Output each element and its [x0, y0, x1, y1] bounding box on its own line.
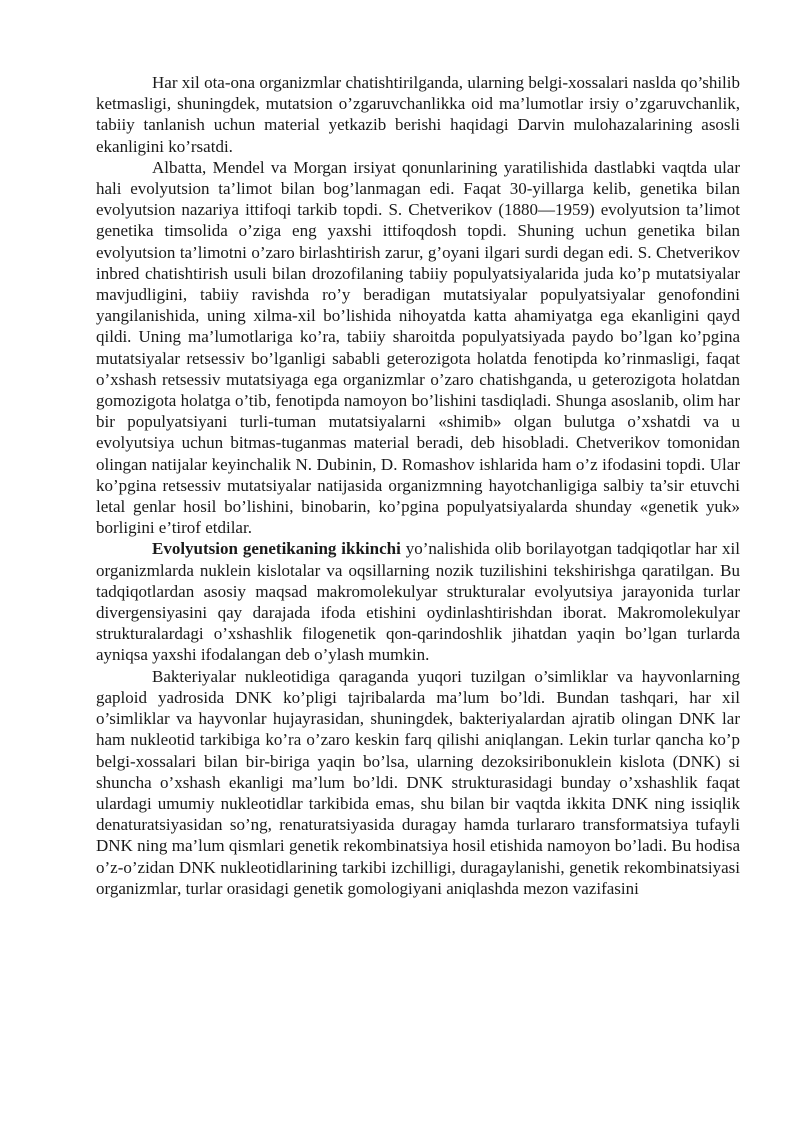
paragraph-text: yo’nalishida olib borilayotgan tadqiqotlar har xil organizmlarda nuklein kislotalar va oqsillarning nozik tuzilishini tekshirishga qaratilgan. Bu tadqiqotlardan asosiy maqsad makromolekulyar strukturalar evolyutsiya jarayonida turlar divergensiyasini qay darajada ifoda etishini oydinlashtirishdan iborat. Makromolekulyar strukturalardagi o’xshashlik filogenetik qon-qarindoshlik jihatdan yaqin bo’lgan turlarda ayniqsa yaxshi ifodalangan deb o’ylash mumkin.	[96, 539, 740, 665]
paragraph-text: Albatta, Mendel va Morgan irsiyat qonunlarining yaratilishida dastlabki vaqtda ular hali evolyutsion ta’limot bilan bog’lanmagan edi. Faqat 30-yillarga kelib, genetika bilan evolyutsion nazariya ittifoqi tarkib topdi. S. Chetverikov (1880—1959) evolyutsion ta’limot genetika timsolida o’ziga eng yaxshi ittifoqdosh topdi. Shuning uchun genetika bilan evolyutsion ta’limotni o’zaro birlashtirish zarur, g’oyani ilgari surdi degan edi. S. Chetverikov inbred chatishtirish usuli bilan drozofilaning tabiiy populyatsiyalarida juda ko’p mutatsiyalar mavjudligini, tabiiy ravishda ro’y beradigan mutatsiyalar populyatsiyalar genofondini yangilanishida, uning xilma-xil bo’lishida nihoyatda katta ahamiyatga ega ekanligini qayd qildi. Uning ma’lumotlariga ko’ra, tabiiy sharoitda populyatsiyada paydo bo’lgan ko’pgina mutatsiyalar retsessiv bo’lganligi sababli geterozigota holatda fenotipda ko’rinmasligi, faqat o’xshash retsessiv mutatsiyaga ega organizmlar o’zaro chatishganda, u geterozigota holatdan gomozigota holatga o’tib, fenotipda namoyon bo’lishini tasdiqladi. Shunga asoslanib, olim har bir populyatsiyani turli-tuman mutatsiyalarni «shimib» olgan bulutga o’xshatdi va u evolyutsiya uchun bitmas-tuganmas material beradi, deb hisobladi. Chetverikov tomonidan olingan natijalar keyinchalik N. Dubinin, D. Romashov ishlarida ham o’z ifodasini topdi. Ular ko’pgina retsessiv mutatsiyalar natijasida organizmning hayotchanligiga salbiy ta’sir etuvchi letal genlar hosil bo’lishini, binobarin, ko’pgina populyatsiyalarda shunday «genetik yuk» borligini e’tirof etdilar.	[96, 157, 740, 538]
paragraph-text: Har xil ota-ona organizmlar chatishtirilganda, ularning belgi-xossalari naslda qo’shilib ketmasligi, shuningdek, mutatsion o’zgaruvchanlikka oid ma’lumotlar irsiy o’zgaruvchanlik, tabiiy tanlanish uchun material yetkazib berishi haqidagi Darvin mulohazalarining asosli ekanligini ko’rsatdi.	[96, 73, 740, 156]
paragraph-darwin-conclusions	[96, 72, 740, 157]
paragraph-lead-bold: Evolyutsion genetikaning ikkinchi	[152, 539, 401, 559]
paragraph-dna-comparison	[96, 666, 740, 899]
paragraph-second-direction	[96, 538, 740, 665]
paragraph-chetverikov	[96, 157, 740, 539]
paragraph-text: Bakteriyalar nukleotidiga qaraganda yuqori tuzilgan o’simliklar va hayvonlarning gaploid yadrosida DNK ko’pligi tajribalarda ma’lum bo’ldi. Bundan tashqari, har xil o’simliklar va hayvonlar hujayrasidan, shuningdek, bakteriyalardan ajratib olingan DNK lar ham nukleotid tarkibiga ko’ra o’zaro keskin farq qilishi aniqlangan. Lekin turlar qancha ko’p belgi-xossalari bilan bir-biriga yaqin bo’lsa, ularning dezoksiribonuklein kislota (DNK) si shuncha o’xshash ekanligi ma’lum bo’ldi. DNK strukturasidagi bunday o’xshashlik faqat ulardagi umumiy nukleotidlar tarkibida emas, shu bilan bir vaqtda ikkita DNK ning issiqlik denaturatsiyasidan so’ng, renaturatsiyasida duragay hamda turlararo transformatsiya tufayli DNK ning ma’lum qismlari genetik rekombinatsiya hosil etishida namoyon bo’ladi. Bu hodisa o’z-o’zidan DNK nukleotidlarining tarkibi izchilligi, duragaylanishi, genetik rekombinatsiyasi organizmlar, turlar orasidagi genetik gomologiyani aniqlashda mezon vazifasini	[96, 666, 740, 898]
document-page	[96, 72, 740, 899]
